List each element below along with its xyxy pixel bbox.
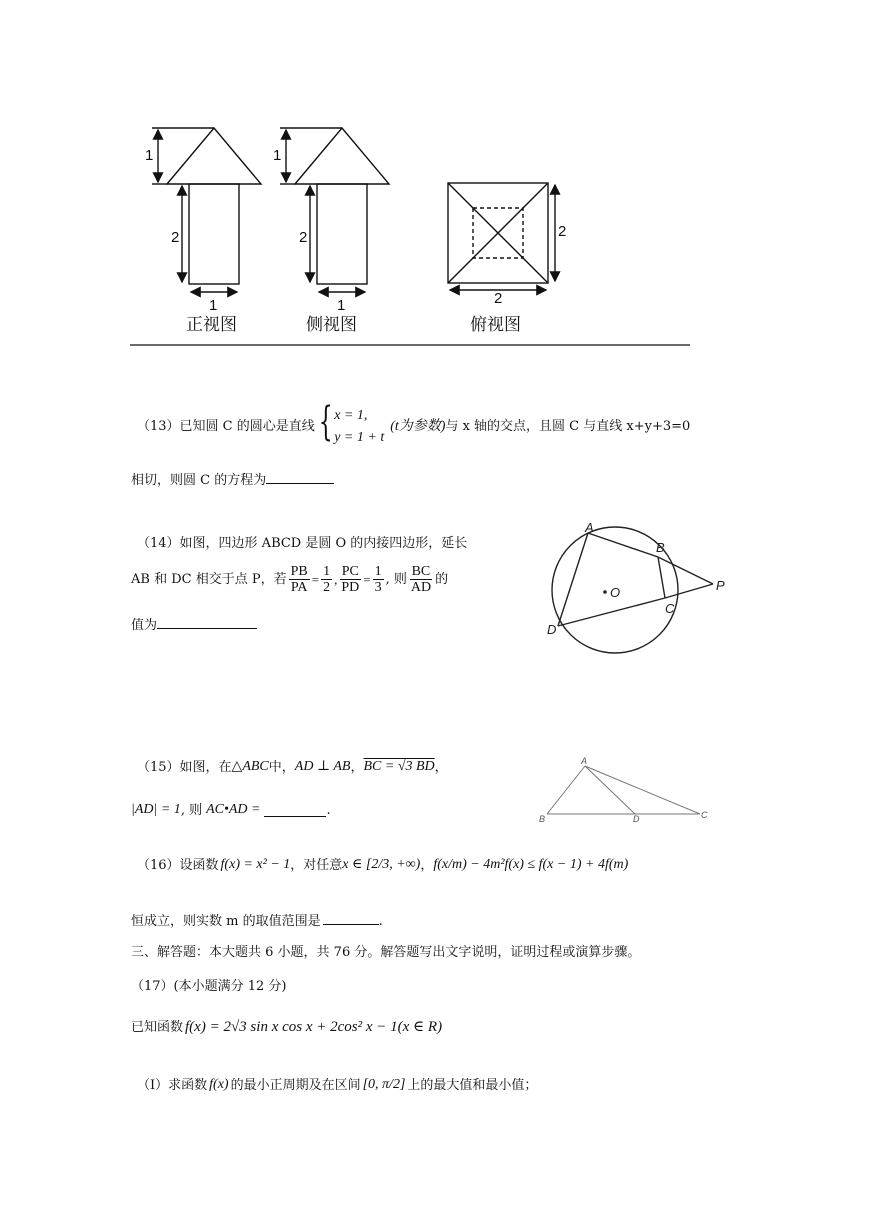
q15-label-a: A <box>581 756 588 766</box>
q17-given-prefix: 已知函数 <box>131 1020 184 1035</box>
q14-circle-figure <box>530 520 750 670</box>
top-view-label: 俯视图 <box>470 315 521 334</box>
q15-then: , 则 <box>180 802 203 818</box>
q15-label-c: C <box>701 810 708 820</box>
q13-line2 <box>131 471 334 487</box>
dim-label: 2 <box>171 229 180 246</box>
q17-title <box>131 980 287 993</box>
q14-label-c: C <box>665 601 675 616</box>
q13-param: (t为参数) <box>390 418 446 434</box>
front-view-label: 正视图 <box>186 315 237 334</box>
q16-line1 <box>137 858 628 872</box>
q16-period: . <box>378 914 383 929</box>
q14-frac-pb-pa: $\frac{PB}{PA}$ <box>290 564 308 596</box>
q14-frac-pc-pd: $\frac{PC}{PD}$ <box>341 564 360 596</box>
q13-eq1: x = 1, <box>334 408 368 423</box>
q17-part1-func: f(x) <box>209 1077 229 1092</box>
q14-line1 <box>137 537 467 550</box>
q16-line2-text: 恒成立，则实数 m 的取值范围是 <box>131 914 321 929</box>
q17-given-formula: f(x) = 2√3 sin x cos x + 2cos² x − 1(x ∈ R) <box>185 1019 443 1035</box>
q14-line2-prefix: AB 和 DC 相交于点 P，若 <box>131 572 287 588</box>
q17-given <box>131 1020 442 1035</box>
dim-label: 1 <box>145 147 154 164</box>
q14-equals: = <box>311 572 320 588</box>
q14-label-o: O <box>610 585 621 600</box>
q13-system <box>334 405 384 448</box>
q15-cond1: AD ⊥ AB <box>294 759 351 774</box>
q13-line2-text: 相切，则圆 C 的方程为 <box>131 473 267 488</box>
top-view <box>448 183 555 290</box>
q15-cond2: BC = √3 BD <box>363 759 435 774</box>
q15-ad-norm: |AD| = 1 <box>131 802 181 817</box>
q14-then: , 则 <box>385 572 407 588</box>
q15-label-d: D <box>633 814 640 824</box>
q15-period: . <box>326 802 331 818</box>
q16-mid: ，对任意 <box>290 857 343 873</box>
q14-label-b: B <box>656 540 665 555</box>
q14-line2: AB 和 DC 相交于点 P，若 $\frac{PB}{PA}$ = $\frac{1}{2}$ , $\frac{PC}{PD}$ = $\frac{1}{3}$ , 则 $\frac{BC}{AD}$ 的 <box>131 564 449 596</box>
q13-brace: { <box>318 398 333 445</box>
q17-part1 <box>137 1078 537 1092</box>
dim-label: 1 <box>209 297 218 314</box>
q17-part1-suffix: 上的最大值和最小值； <box>407 1077 538 1093</box>
q15-line2 <box>131 803 331 817</box>
three-view-figure <box>130 118 700 350</box>
q14-label-d: D <box>547 622 557 637</box>
dim-label: 1 <box>273 147 282 164</box>
q14-frac-third: $\frac{1}{3}$ <box>374 564 382 596</box>
q14-frac-half: $\frac{1}{2}$ <box>323 564 331 596</box>
q16-prefix: （16）设函数 <box>137 857 219 873</box>
q13-answer-blank[interactable] <box>266 471 334 484</box>
q15-comma2: ， <box>434 759 448 775</box>
q16-domain: x ∈ [2/3, +∞) <box>342 857 421 872</box>
q14-suffix: 的 <box>435 572 449 588</box>
q16-comma: ， <box>420 857 434 873</box>
front-view <box>152 128 261 292</box>
q16-line2 <box>131 912 383 928</box>
q17-part1-interval: [0, π/2] <box>362 1077 406 1092</box>
section-3-heading <box>131 946 640 959</box>
q17-title-text: （17）(本小题满分 12 分) <box>131 979 287 994</box>
q14-equals: = <box>363 572 371 588</box>
q13-line1 <box>137 398 691 448</box>
q15-triangle-figure <box>535 756 715 826</box>
q15-prefix: （15）如图，在 <box>137 759 232 775</box>
q14-label-a: A <box>585 520 594 535</box>
dim-label: 2 <box>558 223 567 240</box>
q16-inequality: f(x/m) − 4m²f(x) ≤ f(x − 1) + 4f(m) <box>433 857 629 872</box>
q14-answer-blank[interactable] <box>157 616 257 629</box>
q13-middle: 与 x 轴的交点，且圆 C 与直线 x+y+3=0 <box>445 419 691 435</box>
q14-label-p: P <box>716 578 725 593</box>
q16-answer-blank[interactable] <box>323 912 379 925</box>
q14-line1-text: （14）如图，四边形 ABCD 是圆 O 的内接四边形，延长 <box>137 536 468 551</box>
q14-line3 <box>131 616 257 632</box>
dim-label: 2 <box>299 229 308 246</box>
q16-func: f(x) = x² − 1 <box>220 857 291 872</box>
side-view-label: 侧视图 <box>306 315 357 334</box>
q14-line3-text: 值为 <box>131 618 158 633</box>
side-view <box>280 128 389 292</box>
q15-triangle: △ABC <box>231 759 269 774</box>
q15-line1 <box>137 760 448 774</box>
q15-answer-blank[interactable] <box>264 804 326 817</box>
q15-mid: 中， <box>268 759 295 775</box>
q15-label-b: B <box>539 814 546 824</box>
dim-label: 1 <box>337 297 346 314</box>
section-3-text: 三、解答题：本大题共 6 小题，共 76 分。解答题写出文字说明，证明过程或演算步骤。 <box>131 945 641 960</box>
q15-comma: ， <box>350 759 364 775</box>
dim-label: 2 <box>494 290 503 307</box>
q15-dot-product: AC•AD = <box>206 802 261 817</box>
q13-eq2: y = 1 + t <box>334 429 385 445</box>
q13-prefix: （13）已知圆 C 的圆心是直线 <box>137 419 315 435</box>
q17-part1-mid: 的最小正周期及在区间 <box>230 1077 361 1093</box>
q14-frac-bc-ad: $\frac{BC}{AD}$ <box>410 564 432 596</box>
q17-part1-prefix: （Ⅰ）求函数 <box>137 1077 208 1093</box>
